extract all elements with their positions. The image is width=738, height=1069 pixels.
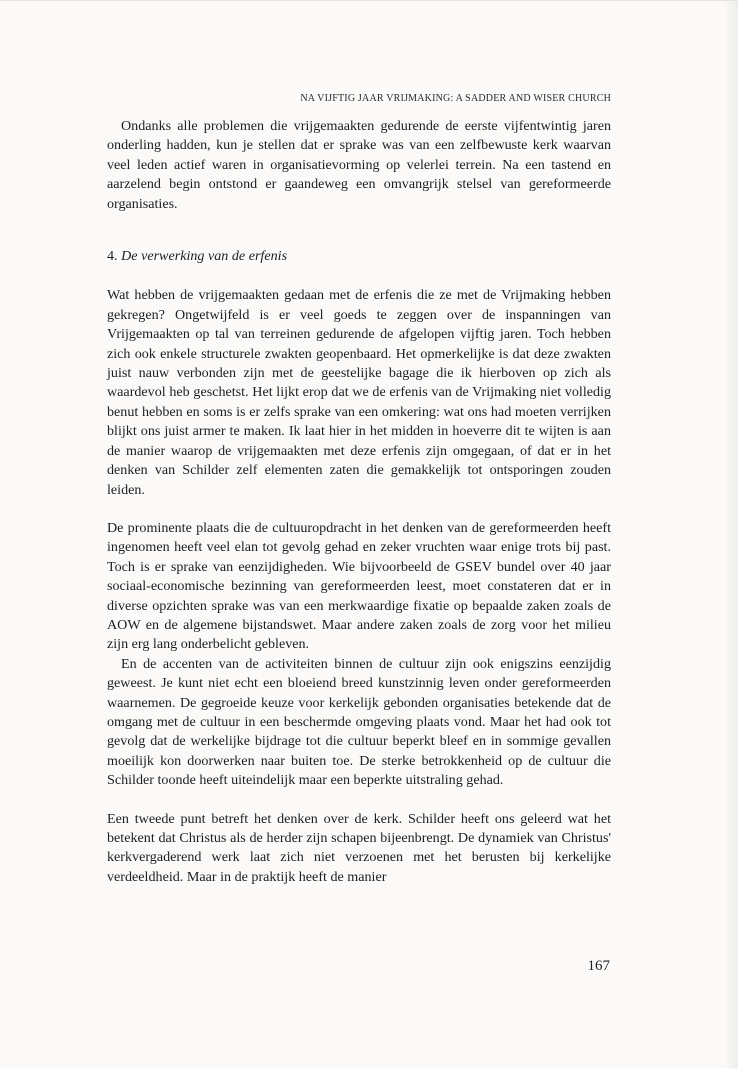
paragraph: De prominente plaats die de cultuuropdracht in het denken van de gereformeerden heeft ingenomen heeft veel elan tot gevolg gehad en zeker vruchten waar enige trots bij past. Toch is er sprake van eenzijdigheden. Wie bijvoorbeeld de GSEV bundel over 40 jaar sociaal-economische bezinning van gereformeerden leest, moet constateren dat er in diverse opzichten sprake was van een merkwaardige fixatie op bepaalde zaken zoals de AOW en de algemene bijstandswet. Maar andere zaken zoals de zorg voor het milieu zijn erg lang onderbelicht gebleven. [107,519,611,653]
section-title: De verwerking van de erfenis [121,248,288,265]
running-head: NA VIJFTIG JAAR VRIJMAKING: A SADDER AND WISER CHURCH [300,93,611,104]
section-heading [107,247,611,266]
paragraph: En de accenten van de activiteiten binnen de cultuur zijn ook enigszins eenzijdig geweest. Je kunt niet echt een bloeiend breed kunstzinnig leven onder gereformeerden waarnemen. De gegroeide keuze voor kerkelijk gebonden organisaties betekende dat de omgang met de cultuur in een beschermde omgeving plaats vond. Maar het had ook tot gevolg dat de werkelijke bijdrage tot die cultuur beperkt bleef en in sommige gevallen moeilijk kon doorwerken naar buiten toe. De sterke betrokkenheid op de cultuur die Schilder toonde heeft uiteindelijk maar een beperkte uitstraling gehad. [107,655,611,789]
page-number: 167 [587,958,610,974]
paragraph: Wat hebben de vrijgemaakten gedaan met de erfenis die ze met de Vrijmaking hebben gekregen? Ongetwijfeld is er veel goeds te zeggen over de inspanningen van Vrijgemaakten op tal van terreinen gedurende de afgelopen vijftig jaren. Toch hebben zich ook enkele structurele zwakten geopenbaard. Het opmerkelijke is dat deze zwakten juist nauw verbonden zijn met de geestelijke bagage die ik hierboven op zich als waardevol heb geschetst. Het lijkt erop dat we de erfenis van de Vrijmaking niet volledig benut hebben en soms is er zelfs sprake van een omkering: wat ons had moeten verrijken blijkt ons juist armer te maken. Ik laat hier in het midden in hoeverre dit te wijten is aan de manier waarop de vrijgemaakten met deze erfenis zijn omgegaan, of dat er in het denken van Schilder zelf elementen zaten die gemakkelijk tot ontsporingen zouden leiden. [107,287,611,498]
page-content [107,93,611,887]
paragraph-intro: Ondanks alle problemen die vrijgemaakten gedurende de eerste vijfentwintig jaren onderling hadden, kun je stellen dat er sprake was van een zelfbewuste kerk waarvan veel leden actief waren in organisatievorming op velerlei terrein. Na een tastend en aarzelend begin ontstond er gaandeweg een omvangrijk stelsel van gereformeerde organisaties. [107,118,611,212]
section-number: 4. [107,248,118,265]
paragraph: Een tweede punt betreft het denken over de kerk. Schilder heeft ons geleerd wat het betekent dat Christus als de herder zijn schapen bijeenbrengt. De dynamiek van Christus' kerkvergaderend werk laat zich niet verzoenen met het berusten bij kerkelijke verdeeldheid. Maar in de praktijk heeft de manier [107,810,611,885]
